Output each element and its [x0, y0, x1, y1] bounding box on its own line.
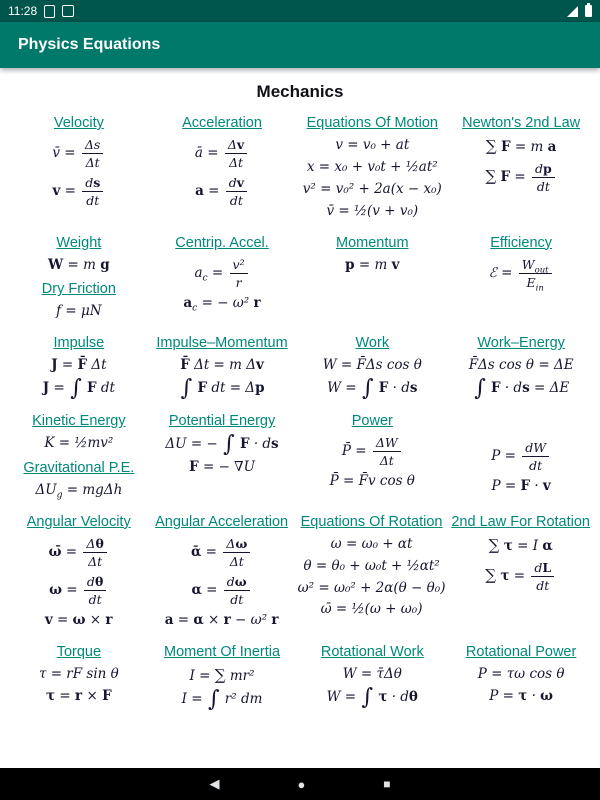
equation: J = F̄ Δt [51, 357, 107, 374]
notification-icon-1 [44, 5, 55, 18]
equation-cell [294, 641, 450, 714]
content-area [0, 68, 600, 768]
equation: ω = $\frac{d\theta}{dt}$ [10, 574, 147, 607]
equation: θ = θ₀ + ω₀t + ½αt² [303, 557, 440, 574]
equation-group [452, 332, 590, 402]
equation-group-link[interactable]: Centrip. Accel. [175, 234, 269, 251]
equation-cell [294, 112, 450, 225]
equations-grid [8, 112, 592, 714]
equation-group [10, 278, 148, 320]
equation: v̄ = ½(v + v₀) [326, 202, 419, 219]
equation-cell [450, 332, 592, 403]
equation-cell [8, 410, 150, 504]
back-button[interactable]: ◀ [209, 776, 220, 791]
signal-icon [567, 6, 578, 17]
recents-button[interactable]: ■ [383, 777, 391, 791]
equation-group-link[interactable]: Angular Acceleration [155, 513, 289, 530]
equation-row [8, 112, 592, 225]
equation: W = F̄Δs cos θ [322, 357, 422, 374]
clock: 11:28 [8, 4, 38, 18]
equation-group-link[interactable]: Dry Friction [41, 281, 116, 298]
equation-cell [294, 410, 450, 504]
equation-cell [8, 112, 150, 225]
equation-cell [449, 511, 592, 634]
equation-cell [294, 332, 450, 403]
equation: P = τ · ω [489, 687, 554, 704]
equation: ∫ F · ds = ΔE [474, 375, 570, 402]
home-button[interactable]: ● [297, 776, 306, 792]
equation-group [10, 112, 148, 208]
equation: ∑ τ = $\frac{dL}{dt}$ [451, 560, 590, 593]
equation: J = ∫ F dt [42, 375, 115, 402]
equation-cell [150, 410, 295, 504]
equation-group-link[interactable]: Impulse–Momentum [156, 335, 288, 352]
equation-cell [294, 511, 450, 634]
equation: α = $\frac{d\omega}{dt}$ [151, 574, 291, 607]
equation-cell [294, 232, 450, 326]
equation-row [8, 410, 592, 504]
equation-group [451, 511, 590, 593]
equation: τ = rF sin θ [38, 665, 119, 682]
equation-group-link[interactable]: Impulse [53, 335, 105, 352]
equation-group [152, 232, 293, 312]
equation-cell [450, 641, 592, 714]
equation-group [10, 332, 148, 402]
equation-cell [150, 112, 295, 225]
equation-group-link[interactable]: Rotational Power [465, 643, 577, 660]
equation: v² = v₀² + 2a(x − x₀) [302, 180, 442, 197]
app-title: Physics Equations [18, 36, 161, 53]
equation: v = ω × r [44, 611, 113, 628]
equation-group-link[interactable]: Kinetic Energy [32, 413, 126, 430]
equation-group [152, 410, 293, 476]
equation: ℰ = $\frac{W_{out}}{E_{in}}$ [452, 257, 590, 290]
equation: $a_c$ = $\frac{\text{v²}}{r}$ [152, 257, 293, 290]
equation-cell [150, 232, 295, 326]
equation-group [152, 332, 293, 402]
equation: τ = r × F [46, 687, 112, 704]
equation: P̄ = $\frac{\Delta W}{\Delta t}$ [296, 435, 448, 468]
equation-group-link[interactable]: Moment Of Inertia [164, 643, 281, 660]
equation: p = m v [345, 256, 400, 273]
equation-group [10, 457, 148, 499]
equation: ∑ F = m a [485, 137, 557, 155]
equation-group [452, 112, 590, 194]
equation: ā = $\frac{\Delta v}{\Delta t}$ [152, 137, 293, 170]
equation-cell [8, 332, 150, 403]
equation: ω² = ω₀² + 2α(θ − θ₀) [297, 579, 446, 596]
equation-row [8, 232, 592, 326]
equation: F̄Δs cos θ = ΔE [468, 357, 574, 374]
page-title: Mechanics [256, 82, 344, 101]
equation-group-link[interactable]: Work–Energy [477, 335, 565, 352]
equation-group [296, 641, 448, 710]
equation: ᾱ = $\frac{\Delta\omega}{\Delta t}$ [151, 536, 291, 569]
equation-group-link[interactable]: Potential Energy [168, 413, 276, 430]
equation: x = x₀ + v₀t + ½at² [306, 158, 438, 175]
equation-cell [149, 511, 293, 634]
equation-group-link[interactable]: Efficiency [490, 234, 553, 251]
equation: W = τ̄Δθ [342, 665, 402, 682]
equation: v = $\frac{ds}{dt}$ [10, 175, 148, 208]
equation-group-link[interactable]: Work [355, 335, 390, 352]
equation: P = F · v [491, 478, 551, 495]
equation-group-link[interactable]: Rotational Work [320, 643, 424, 660]
equation-row [8, 332, 592, 403]
equation-group-link[interactable]: Weight [56, 234, 102, 251]
navigation-bar [0, 768, 600, 800]
equation-cell [450, 410, 592, 504]
equation-group-link[interactable]: Gravitational P.E. [23, 459, 135, 476]
equation-group [152, 641, 293, 712]
equation: $\Delta U_g = mg\Delta h$ [35, 481, 123, 501]
equation: F = − ∇U [189, 459, 255, 475]
equation-group [10, 511, 147, 629]
equation-row [8, 511, 592, 634]
equation: v = v₀ + at [335, 137, 410, 153]
equation: P = τω cos θ [477, 665, 565, 682]
equation: P = $\frac{dW}{dt}$ [452, 440, 590, 473]
notification-icon-2 [62, 5, 74, 17]
equation-group-link[interactable]: Power [351, 413, 393, 430]
equation-group [452, 410, 590, 495]
equation: K = ½mv² [44, 435, 114, 452]
equation: W = ∫ τ · dθ [326, 683, 418, 710]
equation-group-link[interactable]: Acceleration [182, 115, 262, 131]
equation: ΔU = − ∫ F · ds [165, 431, 279, 458]
equation-group [296, 232, 448, 274]
equation-group [452, 232, 590, 293]
equation: ∑ F = $\frac{dp}{dt}$ [452, 161, 590, 194]
equation-group-link[interactable]: Angular Velocity [26, 513, 131, 530]
status-bar [0, 0, 600, 22]
equation-group [10, 232, 148, 274]
equation-group-link[interactable]: Torque [56, 643, 102, 660]
equation-cell [8, 232, 150, 326]
equation: ∫ F dt = Δp [180, 375, 265, 402]
equation-cell [450, 112, 592, 225]
battery-icon [585, 5, 592, 17]
equation: W = ∫ F · ds [327, 375, 418, 402]
equation-group [152, 112, 293, 208]
equation-group [10, 641, 148, 705]
equation-group-link[interactable]: Equations Of Motion [306, 115, 438, 131]
equation-group-link[interactable]: Newton's 2nd Law [462, 115, 581, 131]
equation-group [10, 410, 148, 452]
equation: W = m g [48, 256, 110, 273]
equation: P̄ = F̄v cos θ [329, 473, 415, 490]
equation-group-link[interactable]: Velocity [53, 115, 104, 131]
equation-group-link[interactable]: Momentum [336, 234, 409, 251]
equation-group [452, 641, 590, 705]
equation: I = ∑ mr² [189, 665, 255, 684]
equation: ω = ω₀ + αt [330, 535, 413, 552]
equation-cell [150, 641, 295, 714]
equation-row [8, 641, 592, 714]
equation-cell [450, 232, 592, 326]
equation: v̄ = $\frac{\Delta s}{\Delta t}$ [10, 137, 148, 170]
equation: ω̄ = $\frac{\Delta\theta}{\Delta t}$ [10, 536, 147, 569]
app-bar [0, 22, 600, 68]
equation-group [296, 332, 448, 402]
equation: a = α × r − ω² r [164, 611, 279, 628]
equation-cell [150, 332, 295, 403]
equation-group-link[interactable]: 2nd Law For Rotation [451, 513, 590, 530]
equation-group [151, 511, 291, 629]
equation-group [296, 410, 448, 490]
equation-group [296, 511, 448, 619]
equation: ∑ τ = I α [488, 535, 553, 554]
equation-cell [8, 641, 150, 714]
equation-group [296, 112, 448, 220]
equation-group-link[interactable]: Equations Of Rotation [300, 513, 443, 530]
equation: a = $\frac{dv}{dt}$ [152, 175, 293, 208]
equation: $a_c$ = − ω² r [183, 294, 261, 314]
equation: f = μN [56, 303, 102, 320]
equation: ω̄ = ½(ω + ω₀) [320, 601, 423, 618]
equation: F̄ Δt = m Δv [180, 357, 264, 374]
equation: I = ∫ r² dm [181, 685, 263, 712]
equation-cell [8, 511, 149, 634]
